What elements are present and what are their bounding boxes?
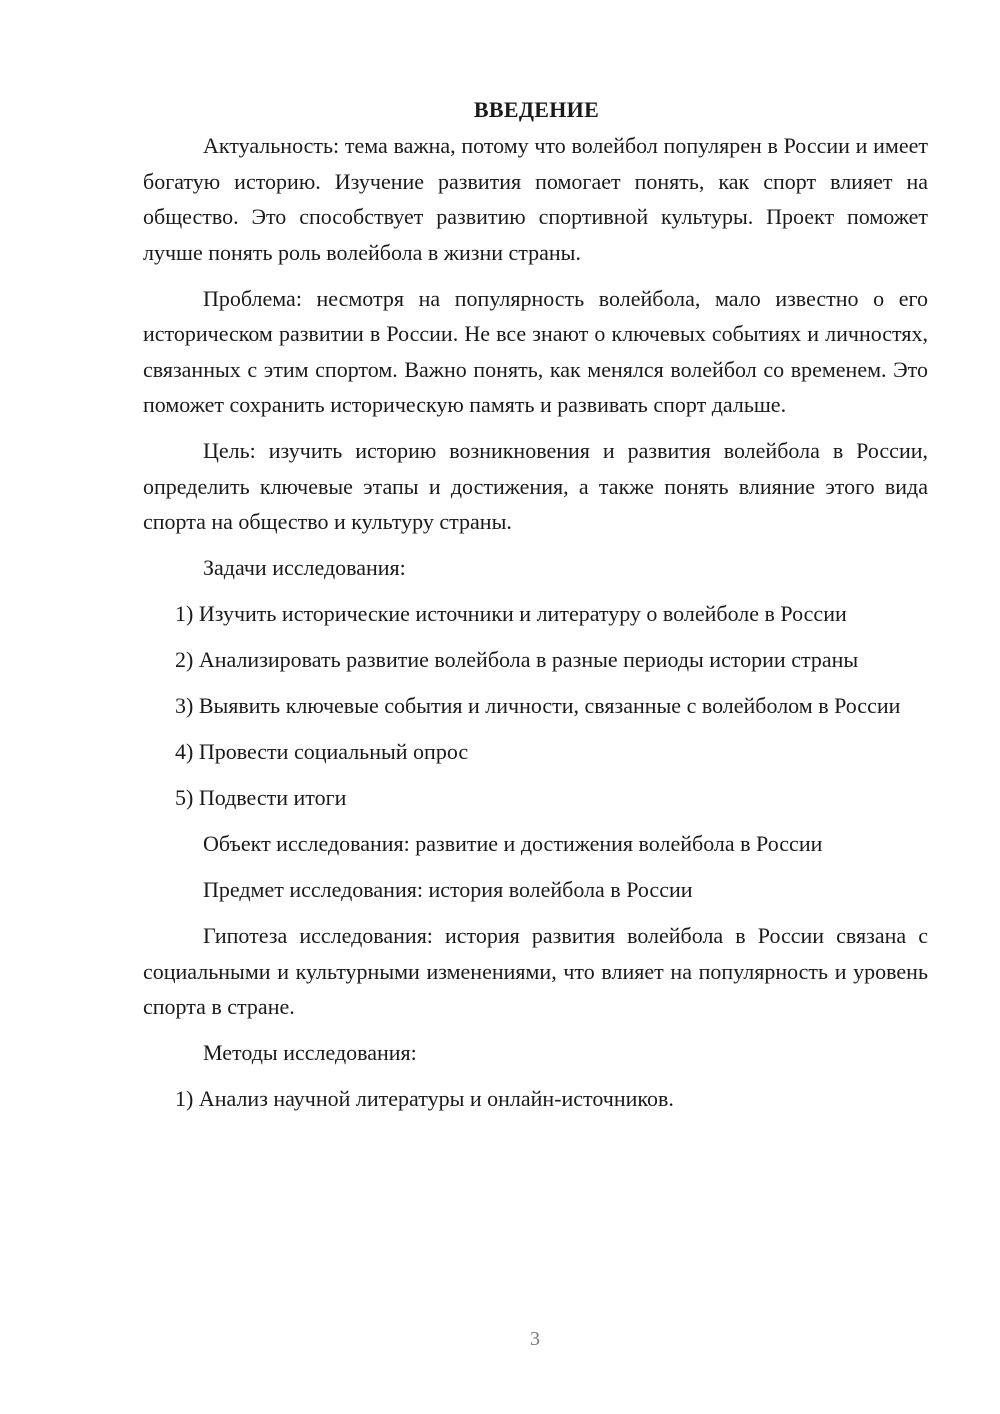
page-content <box>143 92 928 1117</box>
research-subject: Предмет исследования: история волейбола в России <box>203 877 693 902</box>
tasks-heading: Задачи исследования: <box>203 555 406 580</box>
task-item-1: 1) Изучить исторические источники и литературу о волейболе в России <box>175 601 847 626</box>
task-item-3: 3) Выявить ключевые события и личности, связанные с волейболом в России <box>175 693 901 718</box>
paragraph-goal: Цель: изучить историю возникновения и развития волейбола в России, определить ключевые этапы и достижения, а также понять влияние этого вида спорта на общество и культуру страны. <box>143 438 928 534</box>
section-title: ВВЕДЕНИЕ <box>473 97 600 122</box>
paragraph-relevance: Актуальность: тема важна, потому что волейбол популярен в России и имеет богатую историю. Изучение развития помогает понять, как спорт влияет на общество. Это способствует развитию спортивной культуры. Проект поможет лучше понять роль волейбола в жизни страны. <box>143 133 928 265</box>
task-item-2: 2) Анализировать развитие волейбола в разные периоды истории страны <box>175 647 859 672</box>
page-number: 3 <box>530 1328 540 1350</box>
research-hypothesis: Гипотеза исследования: история развития волейбола в России связана с социальными и культурными изменениями, что влияет на популярность и уровень спорта в стране. <box>143 923 928 1019</box>
method-item-1: 1) Анализ научной литературы и онлайн-источников. <box>175 1086 674 1111</box>
methods-heading: Методы исследования: <box>203 1040 417 1065</box>
task-item-4: 4) Провести социальный опрос <box>175 739 469 764</box>
paragraph-problem: Проблема: несмотря на популярность волейбола, мало известно о его историческом развитии в России. Не все знают о ключевых событиях и личностях, связанных с этим спортом. Важно понять, как менялся волейбол со временем. Это поможет сохранить историческую память и развивать спорт дальше. <box>143 285 928 417</box>
task-item-5: 5) Подвести итоги <box>175 785 347 810</box>
research-object: Объект исследования: развитие и достижения волейбола в России <box>203 831 823 856</box>
